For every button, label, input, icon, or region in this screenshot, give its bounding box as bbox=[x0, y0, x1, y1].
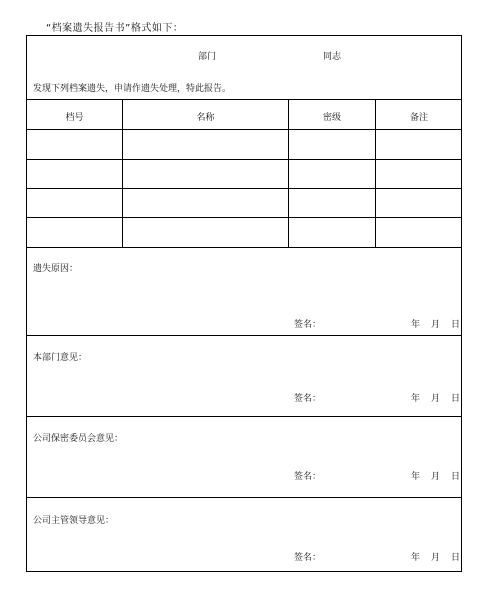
table-row-border bbox=[27, 217, 461, 218]
signature-label: 签名： bbox=[294, 320, 322, 330]
table-header-border bbox=[27, 129, 461, 130]
department-label: 部门 bbox=[198, 52, 217, 62]
comrade-label: 同志 bbox=[323, 52, 342, 62]
intro-text: “档案遗失报告书”格式如下： bbox=[46, 23, 184, 34]
year-label: 年 bbox=[411, 553, 421, 563]
section-divider bbox=[27, 497, 461, 498]
month-label: 月 bbox=[431, 553, 441, 563]
signature-label: 签名： bbox=[294, 472, 322, 482]
signature-label: 签名： bbox=[294, 553, 322, 563]
year-label: 年 bbox=[411, 472, 421, 482]
report-form bbox=[26, 35, 462, 572]
year-label: 年 bbox=[411, 320, 421, 330]
day-label: 日 bbox=[451, 394, 461, 404]
section-divider bbox=[27, 335, 461, 336]
section-title-committee-opinion: 公司保密委员会意见： bbox=[33, 434, 124, 444]
table-top-border bbox=[27, 99, 461, 100]
day-label: 日 bbox=[451, 472, 461, 482]
section-divider bbox=[27, 416, 461, 417]
section-title-loss-reason: 遗失原因： bbox=[33, 264, 79, 274]
table-row-border bbox=[27, 159, 461, 160]
month-label: 月 bbox=[431, 394, 441, 404]
month-label: 月 bbox=[431, 320, 441, 330]
column-header-name: 名称 bbox=[196, 113, 215, 123]
column-header-remarks: 备注 bbox=[409, 113, 428, 123]
day-label: 日 bbox=[451, 320, 461, 330]
section-title-department-opinion: 本部门意见： bbox=[33, 353, 88, 363]
column-header-classification: 密级 bbox=[322, 113, 341, 123]
statement-text: 发现下列档案遗失，申请作遗失处理，特此报告。 bbox=[33, 84, 232, 94]
month-label: 月 bbox=[431, 472, 441, 482]
day-label: 日 bbox=[451, 553, 461, 563]
section-title-leadership-opinion: 公司主管领导意见： bbox=[33, 516, 115, 526]
column-header-file-number: 档号 bbox=[65, 113, 84, 123]
year-label: 年 bbox=[411, 394, 421, 404]
table-bottom-border bbox=[27, 247, 461, 248]
table-row-border bbox=[27, 188, 461, 189]
signature-label: 签名： bbox=[294, 394, 322, 404]
